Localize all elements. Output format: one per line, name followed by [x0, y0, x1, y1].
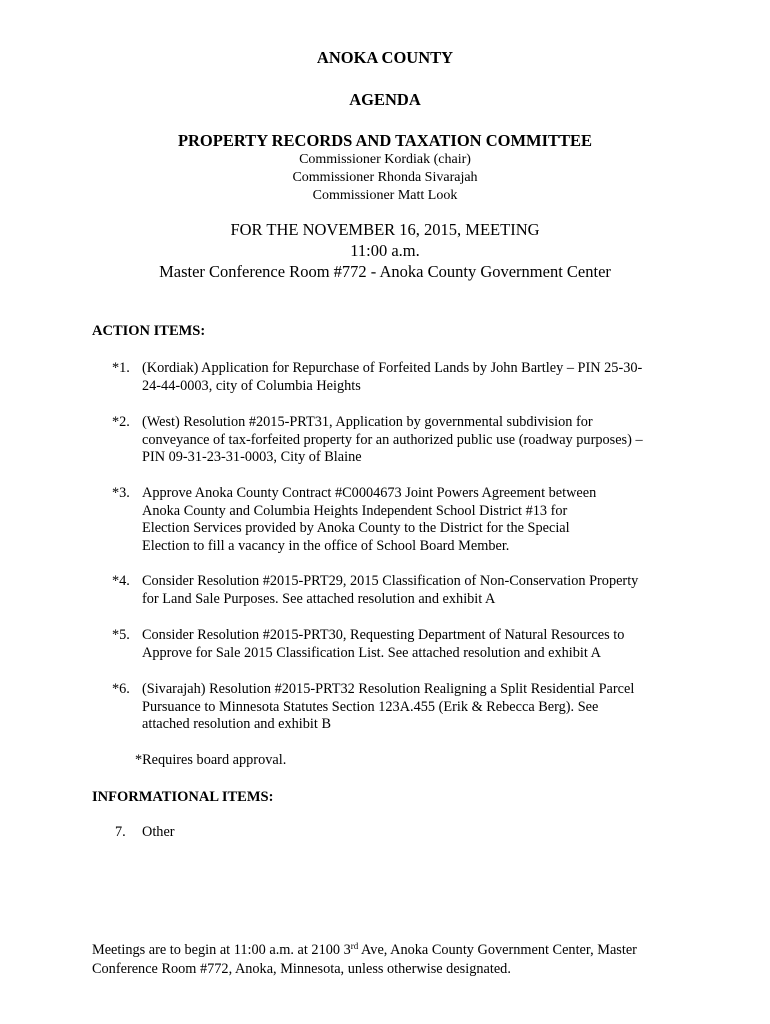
item-text-line: Approve Anoka County Contract #C0004673 Joint Powers Agreement between	[142, 485, 597, 501]
agenda-item	[112, 360, 682, 395]
item-number: *1.	[112, 360, 130, 376]
item-text-line: (Sivarajah) Resolution #2015-PRT32 Resolution Realigning a Split Residential Parcel	[142, 681, 635, 697]
item-text-line: (West) Resolution #2015-PRT31, Application by governmental subdivision for	[142, 414, 593, 430]
agenda-item	[112, 681, 682, 734]
agenda-item	[112, 414, 682, 467]
item-number: *4.	[112, 573, 130, 589]
footer-line-2: Conference Room #772, Anoka, Minnesota, unless otherwise designated.	[92, 961, 511, 977]
meeting-date: FOR THE NOVEMBER 16, 2015, MEETING	[230, 220, 540, 239]
item-number: *2.	[112, 414, 130, 430]
item-text-line: conveyance of tax-forfeited property for an authorized public use (roadway purposes) –	[142, 431, 643, 448]
item-number: *5.	[112, 627, 130, 643]
board-approval-note: *Requires board approval.	[135, 752, 287, 768]
item-number: 7.	[115, 824, 126, 840]
informational-items-heading: INFORMATIONAL ITEMS:	[92, 789, 274, 805]
item-text-line: Other	[142, 824, 175, 840]
item-text-line: for Land Sale Purposes. See attached resolution and exhibit A	[142, 590, 496, 607]
meeting-footer	[92, 941, 712, 979]
item-text-line: PIN 09-31-23-31-0003, City of Blaine	[142, 449, 362, 466]
member-chair: Commissioner Kordiak (chair)	[299, 152, 471, 167]
committee-title: PROPERTY RECORDS AND TAXATION COMMITTEE	[177, 131, 593, 150]
item-text-line: Approve for Sale 2015 Classification List. See attached resolution and exhibit A	[142, 644, 601, 661]
footer-text: Ave, Anoka County Government Center, Master	[358, 942, 637, 958]
footer-superscript: rd	[350, 941, 359, 951]
item-text-line: (Kordiak) Application for Repurchase of Forfeited Lands by John Bartley – PIN 25-30-	[142, 360, 643, 376]
item-number: *6.	[112, 681, 130, 697]
member-sivarajah: Commissioner Rhonda Sivarajah	[292, 170, 478, 185]
item-text-line: Election Services provided by Anoka County to the District for the Special	[142, 520, 570, 537]
footer-text: Meetings are to begin at 11:00 a.m. at 2100 3	[92, 942, 351, 958]
agenda-item	[112, 824, 682, 842]
member-look: Commissioner Matt Look	[312, 188, 458, 203]
item-text-line: Consider Resolution #2015-PRT30, Requesting Department of Natural Resources to	[142, 627, 625, 643]
agenda-item	[112, 573, 682, 608]
item-text-line: attached resolution and exhibit B	[142, 716, 331, 733]
agenda-item	[112, 627, 682, 662]
action-items-heading: ACTION ITEMS:	[92, 323, 206, 339]
item-text-line: Anoka County and Columbia Heights Independent School District #13 for	[142, 502, 568, 519]
item-text-line: 24-44-0003, city of Columbia Heights	[142, 377, 361, 394]
meeting-location: Master Conference Room #772 - Anoka County Government Center	[159, 262, 611, 281]
footer-line-1	[92, 941, 712, 960]
agenda-item	[112, 485, 682, 556]
item-text-line: Consider Resolution #2015-PRT29, 2015 Classification of Non-Conservation Property	[142, 573, 639, 589]
county-title: ANOKA COUNTY	[316, 48, 454, 67]
item-text-line: Election to fill a vacancy in the office of School Board Member.	[142, 538, 510, 555]
meeting-time: 11:00 a.m.	[350, 241, 420, 260]
item-text-line: Pursuance to Minnesota Statutes Section 123A.455 (Erik & Rebecca Berg). See	[142, 698, 599, 715]
item-number: *3.	[112, 485, 130, 501]
agenda-title: AGENDA	[349, 90, 421, 109]
